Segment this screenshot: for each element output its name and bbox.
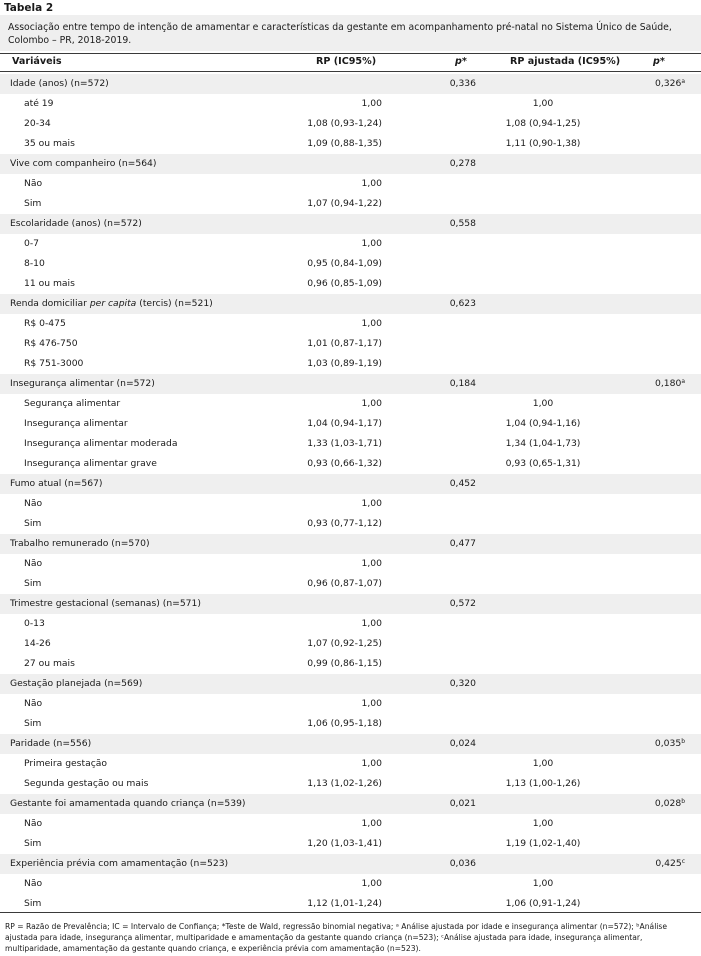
cell-p: 0,572 xyxy=(449,598,476,609)
cell-rp: 1,06 (0,95-1,18) xyxy=(307,718,382,729)
cell-p-adjusted-value: 0,035 xyxy=(654,738,682,749)
cell-p: 0,477 xyxy=(449,538,476,549)
row-label: R$ 476-750 xyxy=(24,338,78,349)
cell-p: 0,278 xyxy=(449,158,476,169)
table-row xyxy=(0,774,701,794)
table-title: Tabela 2 xyxy=(4,2,54,14)
row-label: Sim xyxy=(24,838,42,849)
row-label: Segunda gestação ou mais xyxy=(24,778,149,789)
table-row xyxy=(0,94,701,114)
row-label: Gestação planejada (n=569) xyxy=(10,678,143,689)
cell-rp: 1,00 xyxy=(361,398,382,409)
cell-p: 0,184 xyxy=(449,378,476,389)
row-label: Fumo atual (n=567) xyxy=(10,478,103,489)
footnote-marker: a xyxy=(681,78,685,85)
row-label: 35 ou mais xyxy=(24,138,75,149)
cell-rp: 0,99 (0,86-1,15) xyxy=(307,658,382,669)
cell-p-adjusted xyxy=(635,378,685,389)
row-label: Insegurança alimentar (n=572) xyxy=(10,378,155,389)
cell-rp-adjusted: 1,13 (1,00-1,26) xyxy=(505,778,581,789)
cell-rp: 0,96 (0,85-1,09) xyxy=(307,278,382,289)
row-label: Não xyxy=(24,178,43,189)
row-label: 0-7 xyxy=(24,238,40,249)
header-p xyxy=(455,55,467,69)
row-label: Trabalho remunerado (n=570) xyxy=(10,538,150,549)
cell-rp: 0,95 (0,84-1,09) xyxy=(307,258,382,269)
table-group-row xyxy=(0,374,701,394)
table-row xyxy=(0,434,701,454)
table-group-row xyxy=(0,154,701,174)
table-group-row xyxy=(0,734,701,754)
cell-rp-adjusted: 1,34 (1,04-1,73) xyxy=(505,438,581,449)
table-group-row xyxy=(0,534,701,554)
row-label: Sim xyxy=(24,898,42,909)
footnote-marker: b xyxy=(681,798,685,805)
cell-rp: 0,96 (0,87-1,07) xyxy=(307,578,382,589)
cell-rp-adjusted: 1,00 xyxy=(532,818,554,829)
cell-rp: 1,00 xyxy=(361,498,382,509)
row-label: 0-13 xyxy=(24,618,45,629)
table-bottom-rule xyxy=(0,912,701,913)
table-row xyxy=(0,714,701,734)
cell-rp: 1,33 (1,03-1,71) xyxy=(307,438,382,449)
table-group-row xyxy=(0,794,701,814)
row-label: até 19 xyxy=(24,98,54,109)
header-p-adjusted-text: p* xyxy=(653,56,665,67)
table-row xyxy=(0,234,701,254)
table-group-row xyxy=(0,474,701,494)
row-label: Trimestre gestacional (semanas) (n=571) xyxy=(10,598,201,609)
table-group-row xyxy=(0,74,701,94)
row-label: R$ 751-3000 xyxy=(24,358,84,369)
row-label: 27 ou mais xyxy=(24,658,75,669)
table-group-row xyxy=(0,214,701,234)
cell-rp-adjusted: 1,06 (0,91-1,24) xyxy=(505,898,581,909)
row-label: Paridade (n=556) xyxy=(10,738,92,749)
table-row xyxy=(0,634,701,654)
row-label: Vive com companheiro (n=564) xyxy=(10,158,157,169)
cell-rp: 1,00 xyxy=(361,878,382,889)
cell-rp-adjusted: 1,00 xyxy=(532,98,554,109)
cell-p: 0,036 xyxy=(449,858,476,869)
footnote-marker: b xyxy=(681,738,685,745)
cell-rp: 1,12 (1,01-1,24) xyxy=(307,898,382,909)
cell-p: 0,558 xyxy=(449,218,476,229)
table-row xyxy=(0,334,701,354)
cell-rp: 1,00 xyxy=(361,178,382,189)
cell-rp: 1,00 xyxy=(361,98,382,109)
table-row xyxy=(0,494,701,514)
cell-p-adjusted xyxy=(635,798,685,809)
table-group-row xyxy=(0,854,701,874)
cell-rp: 0,93 (0,66-1,32) xyxy=(307,458,382,469)
table-row xyxy=(0,554,701,574)
row-label: Escolaridade (anos) (n=572) xyxy=(10,218,142,229)
header-p-text: p* xyxy=(455,56,467,67)
cell-p: 0,452 xyxy=(449,478,476,489)
header-variable: Variáveis xyxy=(12,56,62,67)
row-label: Não xyxy=(24,878,43,889)
table-row xyxy=(0,134,701,154)
cell-p: 0,021 xyxy=(449,798,476,809)
table-row xyxy=(0,174,701,194)
row-label: Experiência prévia com amamentação (n=523) xyxy=(10,858,229,869)
row-label: Insegurança alimentar xyxy=(24,418,128,429)
header-bottom-rule xyxy=(0,71,701,72)
table-group-row xyxy=(0,674,701,694)
row-label: Não xyxy=(24,818,43,829)
row-label: Sim xyxy=(24,518,42,529)
table-row xyxy=(0,314,701,334)
row-label: 20-34 xyxy=(24,118,51,129)
row-label: R$ 0-475 xyxy=(24,318,66,329)
cell-rp-adjusted: 1,00 xyxy=(532,878,554,889)
cell-rp: 1,00 xyxy=(361,818,382,829)
table-caption: Associação entre tempo de intenção de amamentar e características da gestante em acompanhamento pré-natal no Sistema Único de Saúde, Colombo – PR, 2018-2019. xyxy=(8,22,672,46)
row-label: Sim xyxy=(24,578,42,589)
cell-rp: 1,01 (0,87-1,17) xyxy=(307,338,382,349)
header-rp: RP (IC95%) xyxy=(316,56,377,67)
cell-p-adjusted xyxy=(635,738,685,749)
footnote-marker: a xyxy=(681,378,685,385)
row-label: Sim xyxy=(24,198,42,209)
header-top-rule xyxy=(0,53,701,54)
row-label: 14-26 xyxy=(24,638,51,649)
cell-rp: 1,00 xyxy=(361,318,382,329)
cell-rp: 1,13 (1,02-1,26) xyxy=(307,778,382,789)
row-label: Gestante foi amamentada quando criança (n=539) xyxy=(10,798,246,809)
cell-rp: 1,08 (0,93-1,24) xyxy=(307,118,382,129)
row-label: Não xyxy=(24,698,43,709)
cell-rp-adjusted: 1,11 (0,90-1,38) xyxy=(505,138,581,149)
cell-rp: 1,00 xyxy=(361,558,382,569)
row-label: Insegurança alimentar moderada xyxy=(24,438,178,449)
cell-rp-adjusted: 1,00 xyxy=(532,758,554,769)
cell-p-adjusted-value: 0,180 xyxy=(655,378,682,389)
footnote-marker: c xyxy=(681,858,685,865)
table-row xyxy=(0,274,701,294)
row-label: 8-10 xyxy=(24,258,45,269)
table-group-row xyxy=(0,294,701,314)
table-group-row xyxy=(0,594,701,614)
row-label: Sim xyxy=(24,718,42,729)
cell-p: 0,024 xyxy=(449,738,476,749)
row-label-part: (tercis) (n=521) xyxy=(136,298,213,309)
row-label: Segurança alimentar xyxy=(24,398,121,409)
row-label: Não xyxy=(24,498,43,509)
cell-rp: 1,04 (0,94-1,17) xyxy=(307,418,382,429)
cell-p-adjusted-value: 0,028 xyxy=(654,798,682,809)
cell-rp-adjusted: 1,04 (0,94-1,16) xyxy=(505,418,581,429)
cell-rp: 1,00 xyxy=(361,238,382,249)
cell-rp: 0,93 (0,77-1,12) xyxy=(307,518,382,529)
cell-p-adjusted-value: 0,425 xyxy=(655,858,682,869)
row-label: Insegurança alimentar grave xyxy=(24,458,157,469)
cell-rp: 1,00 xyxy=(361,758,382,769)
table-row xyxy=(0,254,701,274)
row-label-part: Renda domiciliar xyxy=(10,298,90,309)
table-row xyxy=(0,454,701,474)
table-footnote: RP = Razão de Prevalência; IC = Intervalo de Confiança; *Teste de Wald, regressão binomial negativa; ᵃ Análise ajustada por idade e insegurança alimentar (n=572); ᵇAnálise ajustada para idade, insegurança alimentar, multiparidade e amamentação da gestante quando criança (n=523); ᶜAnálise ajustada para idade, insegurança alimentar, multiparidade, amamentação da gestante quando criança, e experiência prévia com amamentação (n=523). xyxy=(5,922,668,953)
cell-rp: 1,03 (0,89-1,19) xyxy=(307,358,382,369)
row-label xyxy=(10,298,213,309)
cell-rp: 1,00 xyxy=(361,698,382,709)
table-row xyxy=(0,394,701,414)
table-row xyxy=(0,874,701,894)
cell-rp-adjusted: 1,08 (0,94-1,25) xyxy=(505,118,581,129)
header-p-adjusted xyxy=(653,55,665,69)
cell-p: 0,623 xyxy=(449,298,476,309)
table-row xyxy=(0,514,701,534)
cell-rp: 1,20 (1,03-1,41) xyxy=(307,838,382,849)
row-label: 11 ou mais xyxy=(24,278,75,289)
header-rp-adjusted: RP ajustada (IC95%) xyxy=(510,56,621,67)
table-row xyxy=(0,414,701,434)
row-label-italic: per capita xyxy=(89,298,137,309)
cell-rp: 1,07 (0,92-1,25) xyxy=(307,638,382,649)
cell-p-adjusted-value: 0,326 xyxy=(655,78,682,89)
table-row xyxy=(0,814,701,834)
cell-rp: 1,00 xyxy=(361,618,382,629)
table-row xyxy=(0,654,701,674)
cell-p: 0,320 xyxy=(449,678,476,689)
table-row xyxy=(0,354,701,374)
cell-rp-adjusted: 1,19 (1,02-1,40) xyxy=(505,838,581,849)
table-row xyxy=(0,834,701,854)
cell-rp-adjusted: 0,93 (0,65-1,31) xyxy=(505,458,581,469)
cell-p: 0,336 xyxy=(449,78,476,89)
table-row xyxy=(0,754,701,774)
cell-p-adjusted xyxy=(635,78,685,89)
table-row xyxy=(0,194,701,214)
cell-rp: 1,09 (0,88-1,35) xyxy=(307,138,382,149)
table-row xyxy=(0,894,701,914)
cell-rp: 1,07 (0,94-1,22) xyxy=(307,198,382,209)
table-row xyxy=(0,614,701,634)
table-row xyxy=(0,574,701,594)
row-label: Não xyxy=(24,558,43,569)
row-label: Primeira gestação xyxy=(24,758,107,769)
cell-rp-adjusted: 1,00 xyxy=(532,398,554,409)
row-label: Idade (anos) (n=572) xyxy=(10,78,109,89)
cell-p-adjusted xyxy=(635,858,685,869)
table-row xyxy=(0,114,701,134)
table-row xyxy=(0,694,701,714)
